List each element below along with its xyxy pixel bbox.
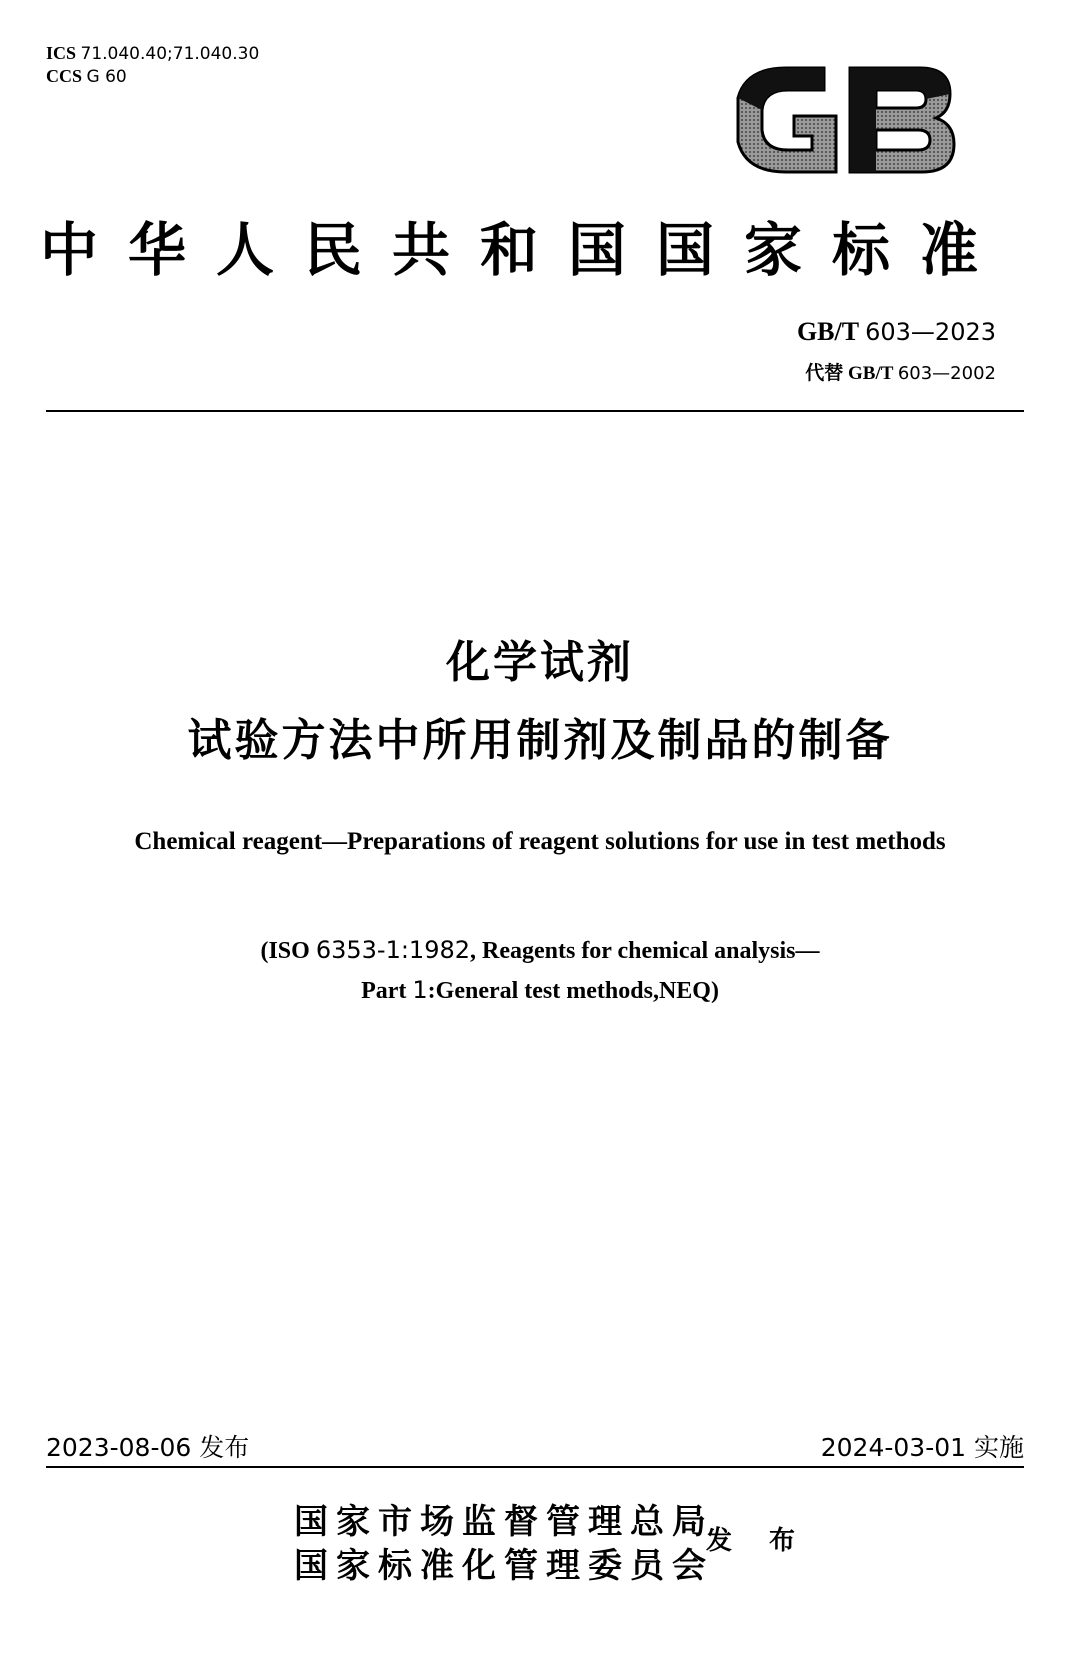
ics-code xyxy=(46,42,259,65)
replaces-prefix: 代替 GB/T xyxy=(805,363,894,384)
issuer-sac: 国家标准化管理委员会 xyxy=(294,1546,714,1586)
ccs-value: G 60 xyxy=(86,67,127,87)
reference-part-label: Part xyxy=(361,978,407,1004)
reference-line1 xyxy=(0,930,1080,971)
classification-codes xyxy=(46,42,259,88)
issuer-samr: 国家市场监督管理总局 xyxy=(294,1502,714,1542)
gb-logo-text: GB xyxy=(842,128,844,129)
title-cn-line2: 试验方法中所用制剂及制品的制备 xyxy=(187,715,893,766)
issue-date xyxy=(46,1428,249,1464)
reference-open: (ISO xyxy=(260,938,310,964)
gb-logo xyxy=(724,58,960,182)
title-en: Chemical reagent—Preparations of reagent solutions for use in test methods xyxy=(134,828,946,855)
reference-title: , Reagents for chemical analysis— xyxy=(470,938,820,964)
issue-date-label: 发布 xyxy=(199,1433,250,1462)
ccs-code xyxy=(46,65,259,88)
header-divider xyxy=(46,410,1024,412)
ics-label: ICS xyxy=(46,43,77,63)
publish-label: 发 布 xyxy=(706,1526,810,1556)
ccs-label: CCS xyxy=(46,66,83,86)
title-cn-line1: 化学试剂 xyxy=(446,637,634,688)
reference-line2 xyxy=(0,970,1080,1011)
standard-number xyxy=(797,317,996,347)
implementation-date-value: 2024-03-01 xyxy=(820,1433,967,1462)
implementation-date-label: 实施 xyxy=(973,1433,1024,1462)
reference-part-title: :General test methods,NEQ) xyxy=(427,978,719,1004)
issuing-authorities xyxy=(294,1500,714,1588)
implementation-date xyxy=(821,1428,1024,1464)
reference-part-number: 1 xyxy=(412,976,428,1004)
replaces-number: 603—2002 xyxy=(897,363,996,384)
replaces-standard xyxy=(805,358,996,385)
footer-divider xyxy=(46,1466,1024,1468)
standard-number-value: 603—2023 xyxy=(865,318,996,346)
national-standard-title: 中华人民共和国国家标准 xyxy=(40,216,1009,284)
standard-number-prefix: GB/T xyxy=(796,317,859,346)
ics-value: 71.040.40;71.040.30 xyxy=(80,44,260,64)
issue-date-value: 2023-08-06 xyxy=(46,1433,192,1462)
reference-iso-number: 6353-1:1982 xyxy=(315,936,470,964)
